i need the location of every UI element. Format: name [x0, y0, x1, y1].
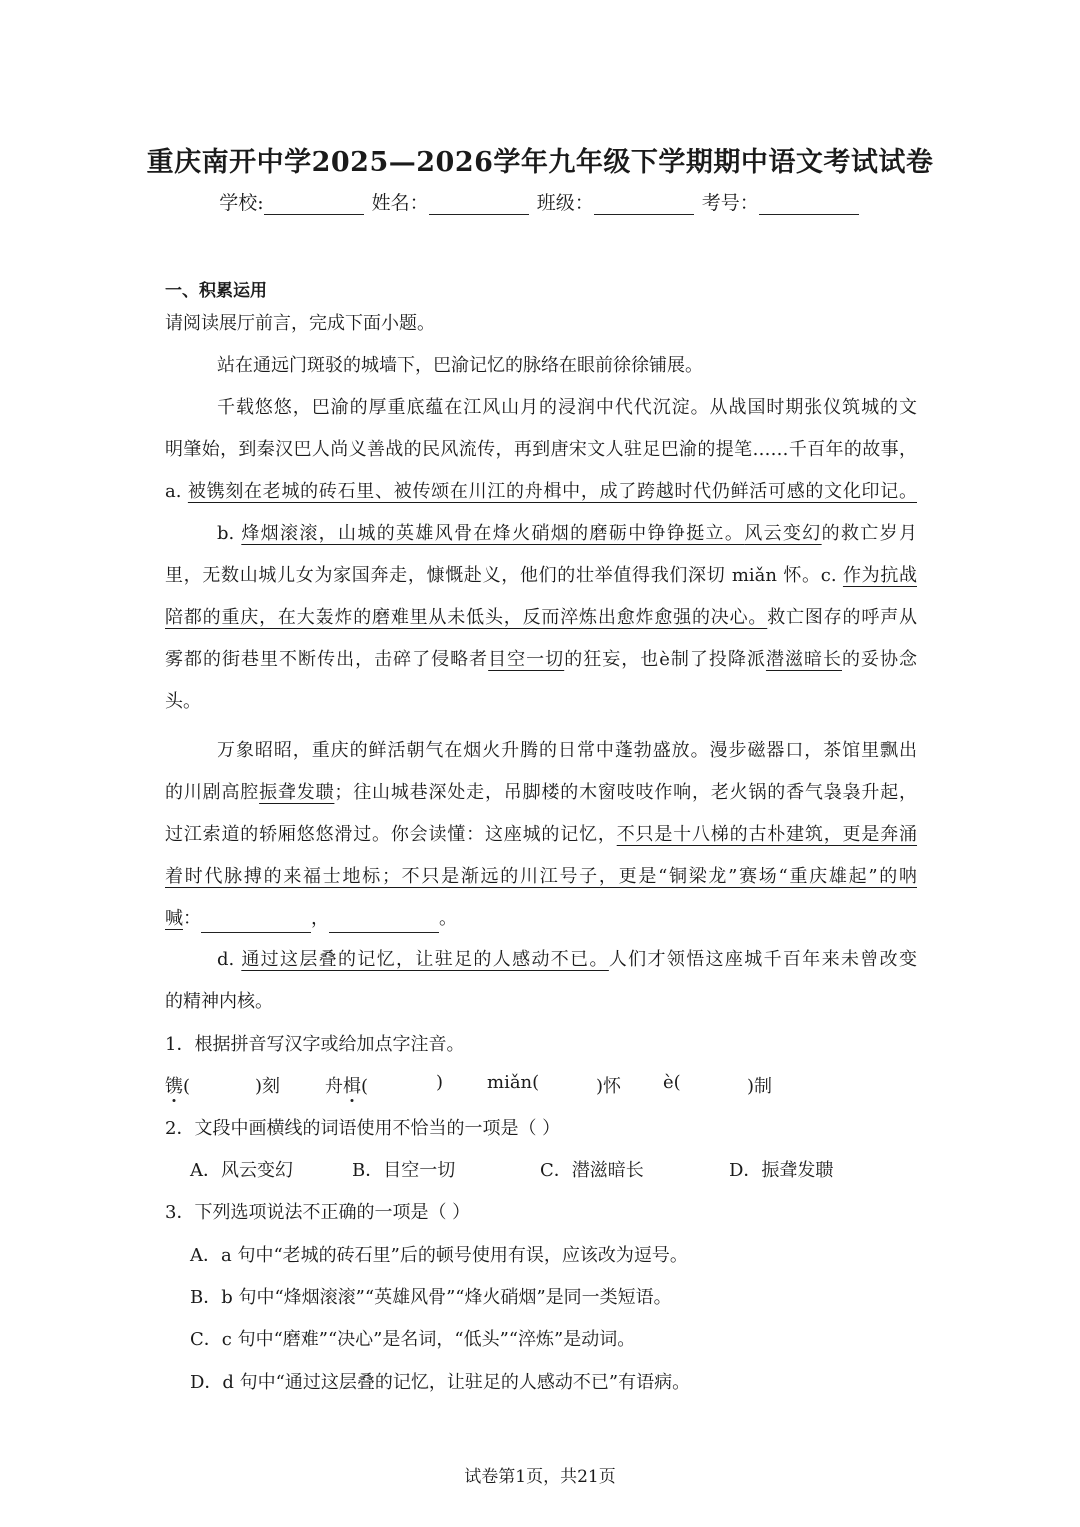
page-number: 试卷第1页，共21页: [464, 1467, 616, 1487]
option-b[interactable]: B．b 句中“烽烟滚滚”“英雄风骨”“烽火硝烟”是同一类短语。: [190, 1287, 672, 1308]
passage-line: [165, 863, 917, 891]
fill-blank-2[interactable]: [329, 914, 439, 933]
option-a[interactable]: A．风云变幻: [190, 1160, 293, 1181]
paren: (: [183, 1076, 191, 1097]
exam-number-label: 考号：: [701, 192, 759, 214]
fill-blank-1[interactable]: [201, 914, 311, 933]
sentence-c-underlined: 陪都的重庆，在大轰炸的磨难里从未低头，反而淬炼出愈炸愈强的决心。: [165, 607, 768, 628]
word-zhenlongfakui: 振聋发聩: [259, 782, 335, 803]
passage-line: [165, 946, 917, 974]
sentence-c-underlined: 作为抗战: [842, 565, 917, 586]
char: 舟: [325, 1076, 343, 1097]
class-blank[interactable]: [594, 194, 694, 215]
parallel-sentence-underlined: 着时代脉搏的来福士地标；不只是渐远的川江号子，更是“铜梁龙”赛场“重庆雄起”的呐: [165, 866, 917, 887]
passage-line: [165, 646, 917, 674]
pinyin-close: ): [436, 1072, 444, 1093]
section-intro: 请阅读展厅前言，完成下面小题。: [165, 313, 435, 334]
passage-line: [165, 905, 917, 933]
question-2-stem: 2．文段中画横线的词语使用不恰当的一项是（ ）: [165, 1118, 561, 1139]
option-c[interactable]: C．潜滋暗长: [540, 1160, 644, 1181]
sentence-b-underlined: 烽烟滚滚，山城的英雄风骨在烽火硝烟的磨砺中铮铮挺立。: [241, 523, 745, 544]
school-label: 学校:: [219, 192, 264, 214]
class-label: 班级：: [536, 192, 594, 214]
passage-text: 救亡图存的呼声从: [767, 607, 918, 628]
section-title: 一、积累运用: [165, 281, 267, 301]
pinyin-item: è(: [663, 1072, 681, 1093]
option-d[interactable]: D．d 句中“通过这层叠的记忆，让驻足的人感动不已”有语病。: [190, 1372, 691, 1393]
exam-title: 重庆南开中学2025—2026学年九年级下学期期中语文考试试卷: [146, 147, 934, 178]
sentence-a-label: a.: [165, 481, 188, 502]
passage-line: [165, 821, 917, 849]
passage-text: 过江索道的轿厢悠悠滑过。你会读懂：这座城的记忆，: [165, 824, 617, 845]
passage-text: 里，无数山城儿女为家国奔走，慷慨赴义，他们的壮举值得我们深切 miǎn 怀。c.: [165, 565, 843, 586]
passage-line: [165, 604, 917, 632]
passage-text: 的狂妄，也è制了投降派: [564, 649, 766, 670]
pinyin-close: )怀: [596, 1076, 622, 1097]
passage-line: 站在通远门斑驳的城墙下，巴渝记忆的脉络在眼前徐徐铺展。: [217, 355, 703, 376]
paren: (: [361, 1076, 369, 1097]
sentence-a-underlined: 被镌刻在老城的砖石里、被传颂在川江的舟楫中，成了跨越时代仍鲜活可感的文化印记。: [187, 481, 917, 502]
passage-text: 人们才领悟这座城千百年来未曾改变: [608, 949, 917, 970]
passage-line: 头。: [165, 691, 201, 712]
passage-text: 的川剧高腔: [165, 782, 260, 803]
passage-text: ，: [311, 908, 329, 929]
student-info-row: [0, 188, 1080, 215]
pinyin-item: [325, 1072, 368, 1098]
option-a[interactable]: A．a 句中“老城的砖石里”后的顿号使用有误，应该改为逗号。: [190, 1245, 688, 1266]
passage-line: 万象昭昭，重庆的鲜活朝气在烟火升腾的日常中蓬勃盛放。漫步磁器口，茶馆里飘出: [217, 740, 917, 761]
passage-line: 明肇始，到秦汉巴人尚义善战的民风流传，再到唐宋文人驻足巴渝的提笔……千百年的故事，: [165, 439, 917, 460]
passage-line: [165, 478, 917, 506]
passage-text: ；往山城巷深处走，吊脚楼的木窗吱吱作响，老火锅的香气袅袅升起，: [334, 782, 918, 803]
school-blank[interactable]: [264, 194, 364, 215]
sentence-d-label: d.: [217, 949, 242, 970]
word-fengyunbianhuan: 风云变幻: [744, 523, 822, 544]
passage-text: 的妥协念: [842, 649, 918, 670]
parallel-sentence-underlined: 喊: [165, 908, 183, 929]
pinyin-item: [165, 1072, 190, 1098]
exam-number-blank[interactable]: [759, 194, 859, 215]
passage-text: ：: [183, 908, 201, 929]
passage-line: [165, 779, 917, 807]
pinyin-close: )刻: [255, 1076, 281, 1097]
passage-line: 的精神内核。: [165, 991, 273, 1012]
passage-line: [165, 520, 917, 548]
option-c[interactable]: C．c 句中“磨难”“决心”是名词，“低头”“淬炼”是动词。: [190, 1329, 636, 1350]
question-1-stem: 1．根据拼音写汉字或给加点字注音。: [165, 1034, 465, 1055]
passage-line: 千载悠悠，巴渝的厚重底蕴在江风山月的浸润中代代沉淀。从战国时期张仪筑城的文: [217, 397, 917, 418]
dotted-char: 楫: [343, 1076, 361, 1097]
dotted-char: 镌: [165, 1076, 183, 1097]
sentence-d-underlined: 通过这层叠的记忆，让驻足的人感动不已。: [241, 949, 609, 970]
pinyin-close: )制: [747, 1076, 773, 1097]
pinyin-item: miǎn(: [487, 1072, 540, 1093]
word-qianzianzhang: 潜滋暗长: [765, 649, 842, 670]
passage-text: 。: [439, 908, 457, 929]
word-mukongyiqie: 目空一切: [488, 649, 565, 670]
option-b[interactable]: B．目空一切: [352, 1160, 456, 1181]
passage-text: 雾都的街巷里不断传出，击碎了侵略者: [165, 649, 489, 670]
name-label: 姓名：: [371, 192, 429, 214]
name-blank[interactable]: [429, 194, 529, 215]
option-d[interactable]: D．振聋发聩: [729, 1160, 834, 1181]
passage-line: [165, 562, 917, 590]
passage-text: 的救亡岁月: [821, 523, 917, 544]
question-3-stem: 3．下列选项说法不正确的一项是（ ）: [165, 1202, 471, 1223]
sentence-b-label: b.: [217, 523, 242, 544]
parallel-sentence-underlined: 不只是十八梯的古朴建筑，更是奔涌: [616, 824, 918, 845]
